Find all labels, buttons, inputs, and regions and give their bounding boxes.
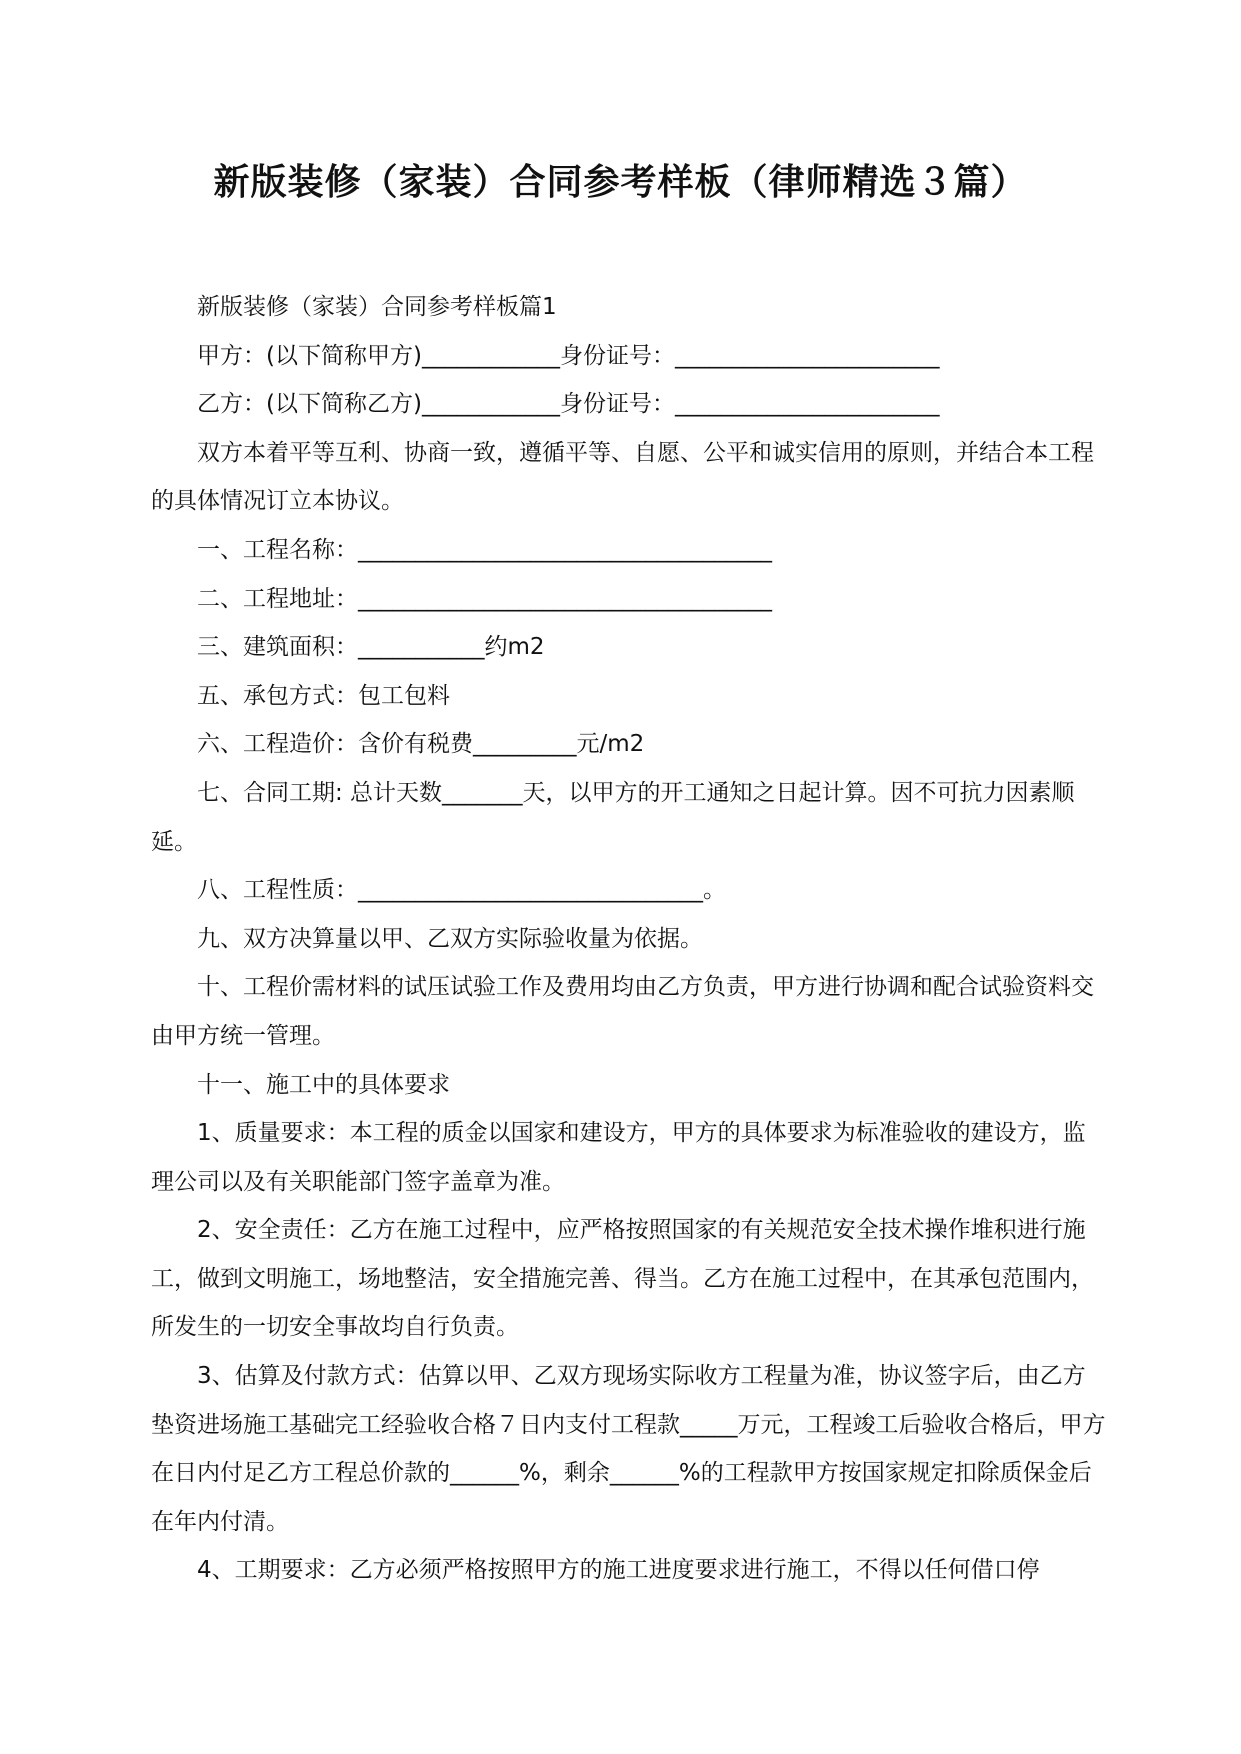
paragraph-section-heading: 新版装修（家装）合同参考样板篇1 (197, 294, 557, 320)
paragraph-party-b: 乙方：(以下简称乙方)____________身份证号：_______________________ (197, 391, 940, 418)
paragraph-project-name: 一、工程名称：____________________________________ (197, 536, 772, 563)
document-title: 新版装修（家装）合同参考样板（律师精选３篇） (213, 162, 1028, 203)
paragraph-quality: 1、质量要求：本工程的质金以国家和建设方，甲方的具体要求为标准验收的建设方，监理公司以及有关职能部门签字盖章为准。 (151, 1120, 1086, 1195)
paragraph-contract-mode: 五、承包方式：包工包料 (197, 682, 450, 709)
paragraph-preamble: 双方本着平等互利、协商一致，遵循平等、自愿、公平和诚实信用的原则，并结合本工程的具体情况订立本协议。 (151, 439, 1094, 515)
paragraph-payment: 3、估算及付款方式：估算以甲、乙双方现场实际收方工程量为准，协议签字后，由乙方垫资进场施工基础完工经验收合格７日内支付工程款_____万元，工程竣工后验收合格后，甲方在日内付足乙方工程总价款的______%，剩余______%的工程款甲方按国家规定扣除质保金后在年内付清。 (151, 1363, 1106, 1535)
paragraph-party-a: 甲方：(以下简称甲方)____________身份证号：_______________________ (197, 342, 940, 369)
paragraph-safety: 2、安全责任：乙方在施工过程中，应严格按照国家的有关规范安全技术操作堆积进行施工，做到文明施工，场地整洁，安全措施完善、得当。乙方在施工过程中，在其承包范围内，所发生的一切安全事故均自行负责。 (151, 1217, 1094, 1341)
paragraph-project-nature: 八、工程性质：______________________________。 (197, 877, 726, 904)
document-body (151, 283, 1106, 1595)
paragraph-settlement: 九、双方决算量以甲、乙双方实际验收量为依据。 (197, 925, 703, 952)
paragraph-project-address: 二、工程地址：____________________________________ (197, 585, 772, 612)
paragraph-material-testing: 十、工程价需材料的试压试验工作及费用均由乙方负责，甲方进行协调和配合试验资料交由甲方统一管理。 (151, 974, 1094, 1049)
paragraph-project-cost: 六、工程造价：含价有税费_________元/m2 (197, 731, 645, 758)
paragraph-schedule: 4、工期要求：乙方必须严格按照甲方的施工进度要求进行施工，不得以任何借口停 (197, 1557, 1040, 1584)
paragraph-contract-period: 七、合同工期: 总计天数_______天，以甲方的开工通知之日起计算。因不可抗力因素顺延。 (151, 779, 1075, 855)
paragraph-requirements-heading: 十一、施工中的具体要求 (197, 1071, 450, 1098)
paragraph-building-area: 三、建筑面积：___________约m2 (197, 634, 545, 661)
